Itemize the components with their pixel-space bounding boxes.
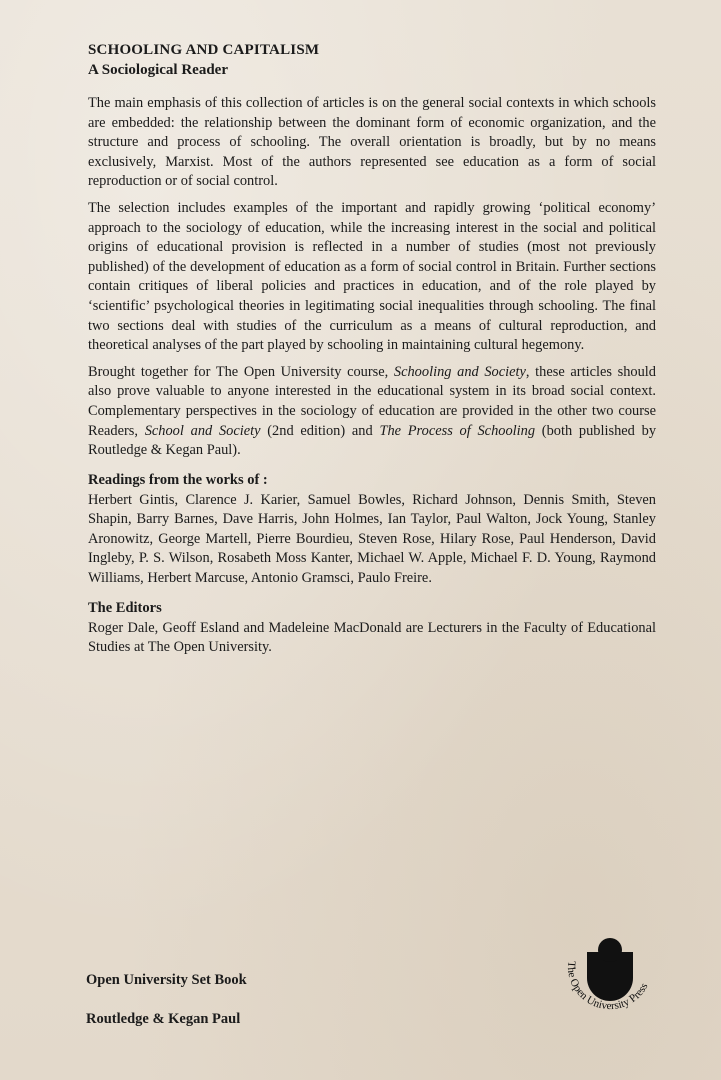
readings-heading: Readings from the works of : bbox=[88, 471, 268, 488]
set-book-label: Open University Set Book bbox=[86, 972, 247, 988]
paragraph-2: The selection includes examples of the important and rapidly growing ‘political economy’ approach to the sociology of education, while the increasing interest in the social and political origins of educational provision is reflected in a number of studies (most not previously published) of the development of education as a form of social control in Britain. Further sections contain critiques of liberal policies and practices in education, and of the role played by ‘scientific’ psychological theories in legitimating social inequalities through schooling. The final two sections deal with studies of the curriculum as a means of cultural reproduction, and theoretical analyses of the part played by schooling in maintaining cultural hegemony. bbox=[88, 199, 656, 354]
p3-text-c: , these articles should also prove valuable to anyone interested in the educational system in its broad social context. Complementary perspectives in the sociology of education are provided in the other two course Readers, bbox=[88, 363, 656, 439]
title-block bbox=[88, 40, 658, 80]
p3-reader-title-1: School and Society bbox=[144, 422, 261, 439]
readings-authors: Herbert Gintis, Clarence J. Karier, Samuel Bowles, Richard Johnson, Dennis Smith, Steven Shapin, Barry Barnes, Dave Harris, John Holmes, Ian Taylor, Paul Walton, Jock Young, Stanley Aronowitz, George Martell, Pierre Bourdieu, Steven Rose, Hilary Rose, Paul Henderson, David Ingleby, P. S. Wilson, Rosabeth Moss Kanter, Michael W. Apple, Michael F. D. Young, Raymond Williams, Herbert Marcuse, Antonio Gramsci, Paulo Freire. bbox=[88, 491, 656, 587]
editors-text: Roger Dale, Geoff Esland and Madeleine MacDonald are Lecturers in the Faculty of Educational Studies at The Open University. bbox=[88, 619, 656, 656]
logo-svg bbox=[555, 938, 665, 1048]
publisher-label: Routledge & Kegan Paul bbox=[86, 1011, 241, 1027]
paragraph-1: The main emphasis of this collection of articles is on the general social contexts in which schools are embedded: the relationship between the dominant form of economic organization, and the structure and process of schooling. The overall orientation is broadly, but by no means exclusively, Marxist. Most of the authors represented see education as a form of social reproduction or of social control. bbox=[88, 95, 656, 190]
p3-text-e: (2nd edition) and bbox=[260, 422, 380, 439]
p3-course-title: Schooling and Society bbox=[393, 363, 526, 380]
book-subtitle: A Sociological Reader bbox=[88, 62, 228, 78]
p3-reader-title-2: The Process of Schooling bbox=[379, 422, 536, 439]
book-title: SCHOOLING AND CAPITALISM bbox=[88, 42, 320, 58]
open-university-press-logo-icon bbox=[555, 938, 665, 1048]
paragraph-3 bbox=[88, 363, 656, 461]
p3-text-a: Brought together for The Open University course, bbox=[88, 363, 394, 380]
p3-text-g: (both published by Routledge & Kegan Paul). bbox=[88, 422, 657, 459]
editors-heading: The Editors bbox=[88, 599, 162, 616]
logo-text: The Open University Press bbox=[564, 960, 651, 1013]
blurb-body bbox=[88, 94, 656, 665]
